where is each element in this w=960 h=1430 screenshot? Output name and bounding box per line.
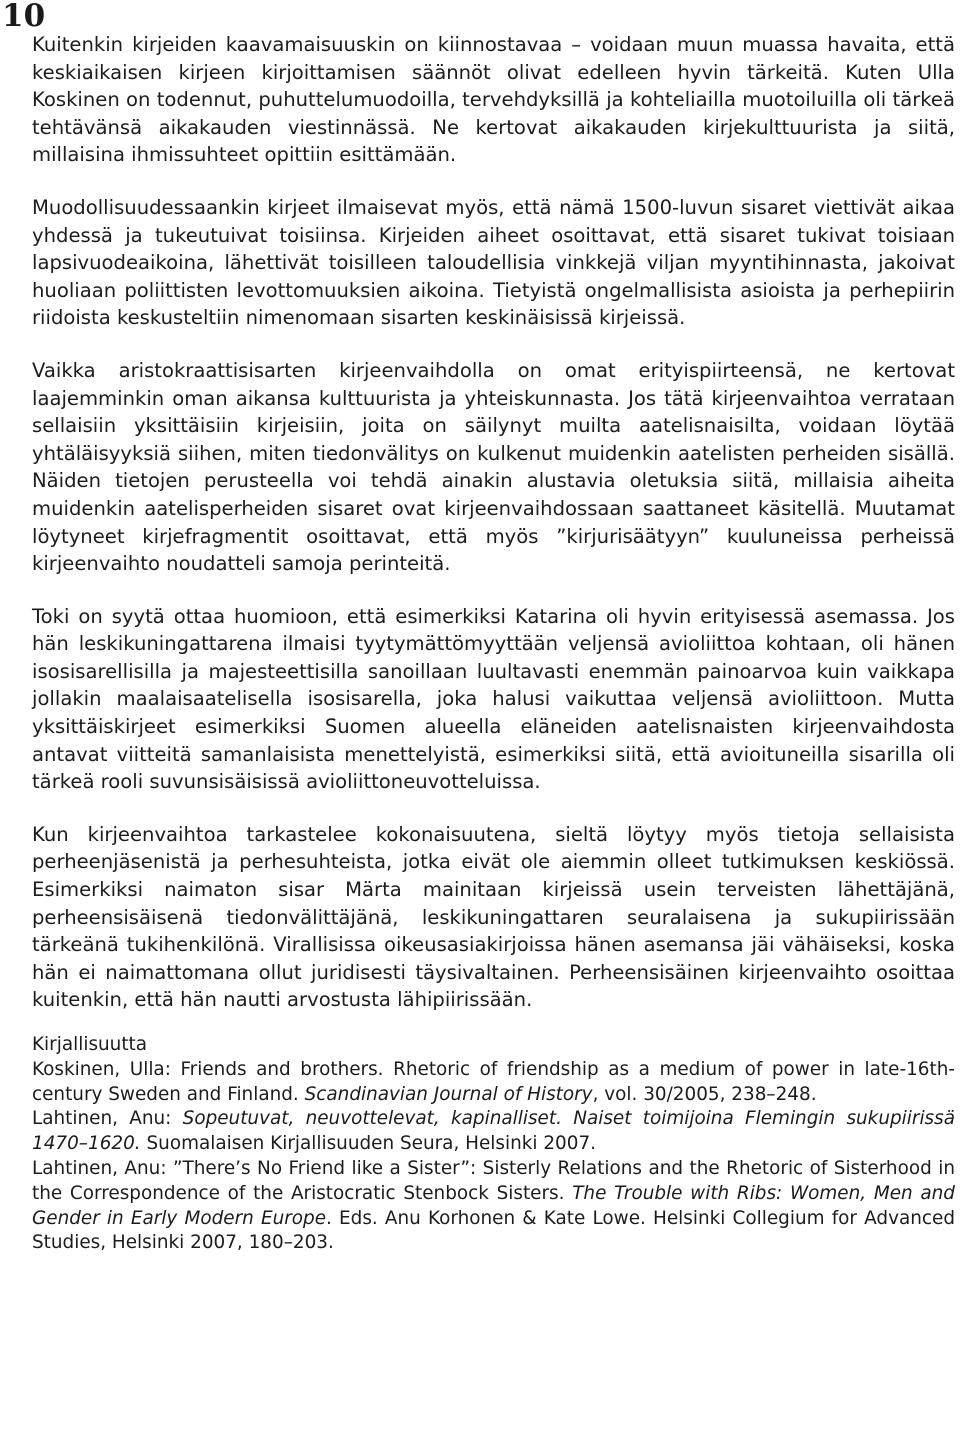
reference-title: Scandinavian Journal of History [304, 1083, 593, 1105]
paragraph-2: Muodollisuudessaankin kirjeet ilmaisevat myös, että nämä 1500-luvun sisaret viettivät aikaa yhdessä ja tukeutuivat toisiinsa. Kirjeiden aiheet osoittavat, että sisaret tukivat toisiaan lapsivuodeaikoina, lähettivät toisilleen taloudellisia vinkkejä viljan myyntihinnasta, jakoivat huoliaan poliittisten levottomuuksien aikoina. Tietyistä ongelmallisista asioista ja perhepiirin riidoista keskusteltiin nimenomaan sisarten keskinäisissä kirjeissä. [32, 195, 955, 330]
reference-title: The Trouble with Ribs: Women, Men and Gender in Early Modern Europe [32, 1182, 955, 1229]
reference-text: Suomalaisen Kirjallisuuden Seura, Helsinki 2007. [140, 1133, 596, 1155]
paragraph-3: Vaikka aristokraattisisarten kirjeenvaihdolla on omat erityispiirteensä, ne kertovat laajemminkin oman aikansa kulttuurista ja yhteiskunnasta. Jos tätä kirjeenvaihtoa verrataan sellaisiin yksittäisiin kirjeisiin, joita on säilynyt muilta aatelisnaisilta, voidaan löytää yhtäläisyyksiä siihen, miten tiedonvälitys on kulkenut muidenkin aatelisten perheiden sisällä. Näiden tietojen perusteella voi tehdä ainakin alustavia oletuksia siitä, millaisia aiheita muidenkin aatelisperheiden sisaret ovat kirjeenvaihdossaan saattaneet käsitellä. Muutamat löytyneet kirjefragmentit osoittavat, että myös ”kirjurisäätyyn” kuuluneissa perheissä kirjeenvaihto noudatteli samoja perinteitä. [32, 358, 955, 576]
reference-text: Lahtinen, Anu: [32, 1108, 183, 1130]
reference-text: . Eds. Anu Korhonen & Kate Lowe. Helsinki Collegium for Advanced Studies, Helsinki 2007, 180–203. [32, 1207, 955, 1254]
reference-item [32, 1107, 955, 1157]
article-body [32, 31, 955, 1256]
paragraph-1: Kuitenkin kirjeiden kaavamaisuuskin on kiinnostavaa – voidaan muun muassa havaita, että keskiaikaisen kirjeen kirjoittamisen säännöt olivat edelleen hyvin tärkeitä. Kuten Ulla Koskinen on todennut, puhuttelumuodoilla, tervehdyksillä ja kohteliailla muotoiluilla oli tärkeä tehtävänsä aikakauden viestinnässä. Ne kertovat aikakauden kirjekulttuurista ja siitä, millaisina ihmissuhteet opittiin esittämään. [32, 33, 955, 167]
reference-text: Koskinen, Ulla: Friends and brothers. Rhetoric of friendship as a medium of power in late-16th-century Sweden and Finland. [32, 1058, 955, 1105]
reference-item [32, 1058, 955, 1108]
paragraph-5: Kun kirjeenvaihtoa tarkastelee kokonaisuutena, sieltä löytyy myös tietoja sellaisista perheenjäsenistä ja perhesuhteista, jotka eivät ole aiemmin olleet tutkimuksen keskiössä. Esimerkiksi naimaton sisar Märta mainitaan kirjeissä usein terveisten lähettäjänä, perheensisäisenä tiedonvälittäjänä, leskikuningattaren seuralaisena ja sukupiirissään tärkeänä tukihenkilönä. Virallisissa oikeusasiakirjoissa hänen asemansa jäi vähäiseksi, koska hän ei naimattomana ollut juridisesti täysivaltainen. Perheensisäinen kirjeenvaihto osoittaa kuitenkin, että hän nautti arvostusta lähipiirissään. [32, 822, 955, 1012]
reference-text: , vol. 30/2005, 238–248. [592, 1083, 817, 1105]
references-section [32, 1033, 955, 1256]
reference-text: Lahtinen, Anu: ”There’s No Friend like a Sister”: Sisterly Relations and the Rhetoric of Sisterhood in the Correspondence of the Aristocratic Stenbock Sisters. [32, 1157, 955, 1204]
page-number: 10 [2, 0, 46, 34]
reference-title: Sopeutuvat, neuvottelevat, kapinalliset. Naiset toimijoina Flemingin sukupiirissä 1470–1620. [32, 1108, 955, 1155]
reference-item [32, 1157, 955, 1256]
references-heading: Kirjallisuutta [32, 1034, 148, 1055]
paragraph-4: Toki on syytä ottaa huomioon, että esimerkiksi Katarina oli hyvin erityisessä asemassa. Jos hän leskikuningattarena ilmaisi tyytymättömyyttään veljensä avioliittoa kohtaan, oli hänen isosisarellisilla ja majesteettisilla sanoillaan luultavasti enemmän painoarvoa kuin vaikkapa jollakin maalaisaatelisella isosisarella, joka halusi vaikuttaa veljensä avioliittoon. Mutta yksittäiskirjeet esimerkiksi Suomen alueella eläneiden aatelisnaisten kirjeenvaihdosta antavat viitteitä samanlaisista menettelyistä, esimerkiksi siitä, että avioituneilla sisarilla oli tärkeä rooli suvunsisäisissä avioliittoneuvotteluissa. [32, 604, 955, 794]
